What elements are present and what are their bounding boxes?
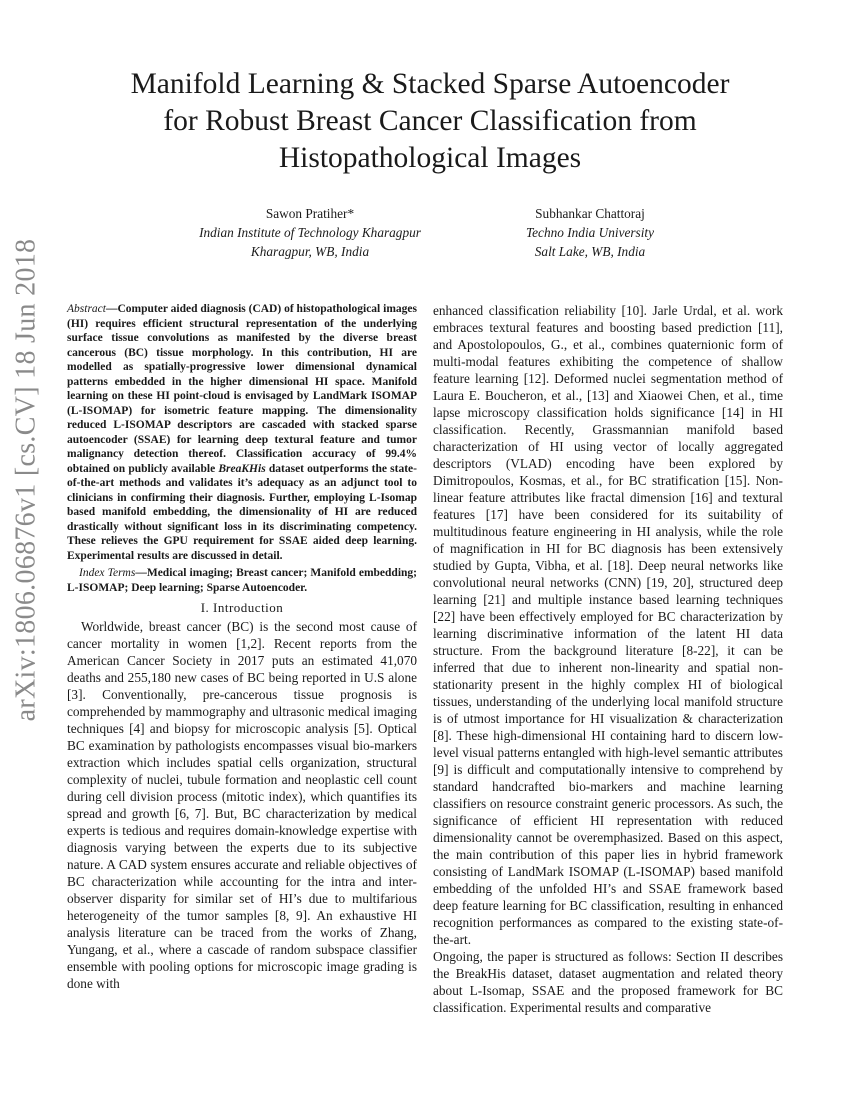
title-line: for Robust Breast Cancer Classification from: [163, 105, 697, 137]
abstract: [67, 302, 417, 563]
left-column: [67, 302, 417, 992]
right-column: [433, 302, 783, 1016]
author-affiliation: Indian Institute of Technology Kharagpur: [199, 225, 421, 240]
intro-paragraph-1: Worldwide, breast cancer (BC) is the second most cause of cancer mortality in women [1,2]. Recent reports from the American Cancer Society in 2017 puts an estimated 41,070 deaths and 255,180 new cases of BC being reported in U.S alone [3]. Conventionally, pre-cancerous tissue prognosis is comprehended by mammography and ultrasonic medical imaging techniques [4] and biopsy for microscopic analysis [5]. Optical BC examination by pathologists encompasses visual bio-markers extraction which includes spatial cells organization, structural complexity of nuclei, tubule formation and neoplastic cell count during cell division process (mitotic index), which quantifies its spread and growth [6, 7]. But, BC characterization by medical experts is tedious and requires domain-knowledge expertise with diagnosis varying between the experts due to its subjective nature. A CAD system ensures accurate and reliable objectives of BC characterization while accounting for the intra and inter-observer disparity for similar set of HI’s due to multifarious heterogeneity of the tumor samples [8, 9]. An exhaustive HI analysis literature can be traced from the works of Zhang, Yungang, et al., where a cascade of random subspace classifier ensemble with pooling options for microscopic image grading is done with: [67, 619, 417, 991]
index-terms: [67, 566, 417, 595]
abstract-text-b: dataset outperforms the state-of-the-art methods and validates it’s adequacy as an adjunct tool to clinicians in confirming their diagnosis. Further, employing L-Isomap based manifold embedding, the dimensionality of HI are reduced drastically without significant loss in its discriminating competency. These relieves the GPU requirement for SSAE aided deep learning. Experimental results are discussed in detail.: [67, 462, 417, 562]
author-block-2: [470, 204, 710, 261]
arxiv-identifier: [4, 238, 48, 722]
author-location: Salt Lake, WB, India: [534, 244, 646, 259]
abstract-label: Abstract: [67, 303, 106, 315]
intro-paragraph-3: Ongoing, the paper is structured as follows: Section II describes the BreakHis dataset, dataset augmentation and related theory about L-Isomap, SSAE and the proposed framework for BC classification. Experimental results and comparative: [433, 949, 783, 1015]
abstract-text-a: —Computer aided diagnosis (CAD) of histopathological images (HI) requires efficient structural representation of the underlying surface tissue convolutions as manifested by the diverse breast cancerous (BC) tissue morphology. In this contribution, HI are modelled as spatially-progressive lower dimensional dynamical patterns embedded in the higher dimensional HI space. Manifold learning on these HI point-cloud is envisaged by LandMark ISOMAP (L-ISOMAP) for isometric feature mapping. The dimensionality reduced L-ISOMAP descriptors are cascaded with stacked sparse autoencoder (SSAE) for learning deep textural feature and tumor malignancy detection thereof. Classification accuracy of 99.4% obtained on publicly available: [67, 303, 417, 475]
abstract-dataset: BreaKHis: [218, 462, 266, 475]
intro-paragraph-2: enhanced classification reliability [10]. Jarle Urdal, et al. work embraces textural features and boosting based prediction [11], and Apostolopoulos, G., et al., combines quaternionic form of multi-modal features exhibiting the competence of shallow feature learning [12]. Deformed nuclei segmentation method of Laura E. Boucheron, et al., [13] and Xiaowei Chen, et al., time lapse microscopy classification holds significance [14] in HI classification. Recently, Grassmannian manifold based characterization of HI using vector of locally aggregated descriptors (VLAD) encoding have been explored by Dimitropoulos, Kosmas, et al., for BC stratification [15]. Non-linear feature attributes like fractal dimension [16] and textural features [17] have been considered for its suitability of multitudinous feature engineering in HI analysis, while the role of magnification in HI for BC diagnosis has been extensively studied by Gupta, Vibha, et al. [18]. Deep neural networks like convolutional neural networks (CNN) [19, 20], structured deep learning [21] and multiple instance based learning techniques [22] have been effectively employed for BC characterization by learning discriminative information of the latent HI data structure. From the background literature [8-22], it can be inferred that due to inherent non-linearity and spatial non-stationarity present in the highly complex HI of biological tissues, understanding of the underlying local manifold structure is of utmost importance for HI visualization & characterization [8]. These high-dimensional HI containing hard to discern low-level visual patterns entangled with high-level semantic attributes [9] is difficult and computationally intensive to comprehend by standard handcrafted bio-markers and machine learning classifiers on resource constraint generic processors. As such, the significance of efficient HI representation with reduced dimensionality cannot be overemphasized. Based on this aspect, the main contribution of this paper lies in hybrid framework consisting of LandMark ISOMAP (L-ISOMAP) based manifold embedding of the unfolded HI’s and SSAE framework based deep feature learning for BC classification, resulting in enhanced recognition performances as compared to the existing state-of-the-art.: [433, 303, 783, 947]
author-block-1: [150, 204, 470, 261]
section-heading-introduction: I. Introduction: [200, 600, 284, 615]
author-name: Sawon Pratiher*: [265, 206, 355, 221]
arxiv-id-text: arXiv:1806.06876v1 [cs.CV] 18 Jun 2018: [10, 238, 42, 722]
author-name: Subhankar Chattoraj: [535, 206, 645, 221]
paper-title: [60, 66, 800, 177]
title-line: Manifold Learning & Stacked Sparse Autoencoder: [130, 68, 730, 100]
title-line: Histopathological Images: [278, 142, 582, 174]
index-terms-text: —Medical imaging; Breast cancer; Manifold embedding; L-ISOMAP; Deep learning; Sparse Autoencoder.: [67, 567, 417, 594]
author-affiliation: Techno India University: [525, 225, 655, 240]
author-location: Kharagpur, WB, India: [250, 244, 370, 259]
index-terms-label: Index Terms: [79, 567, 136, 579]
